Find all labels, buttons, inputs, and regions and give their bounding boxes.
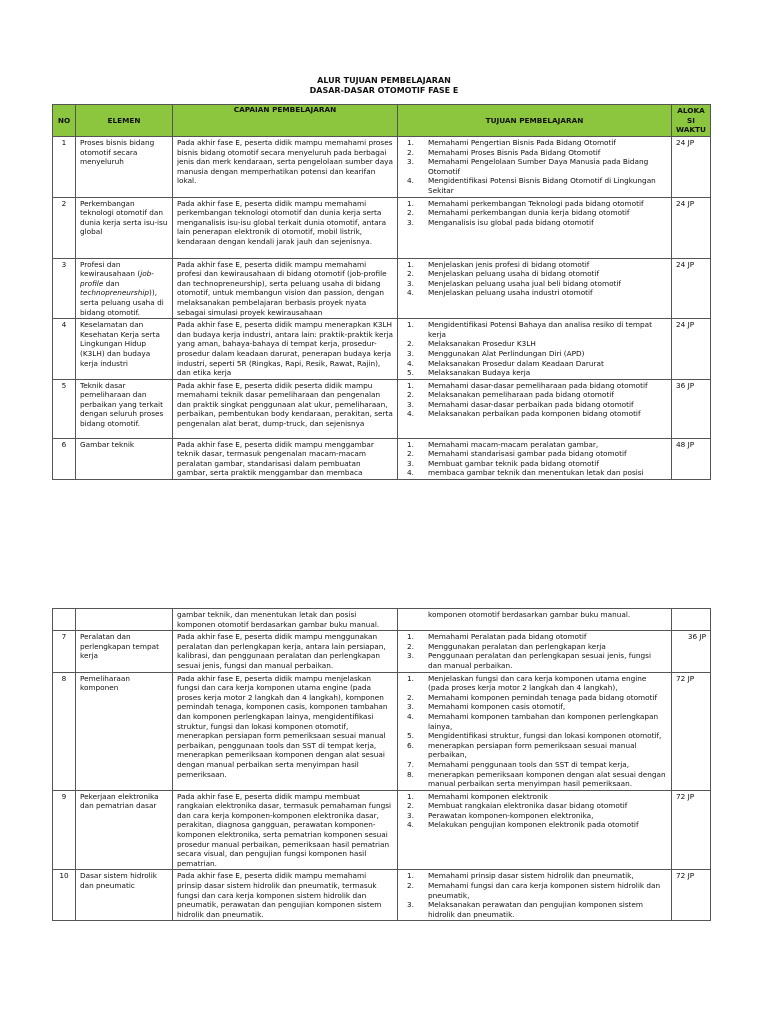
table-row <box>53 790 711 870</box>
table-row <box>53 672 711 790</box>
list-item: 4. membaca gambar teknik dan menentukan letak dan posisi <box>407 468 644 478</box>
document-subtitle: DASAR-DASAR OTOMOTIF FASE E <box>309 86 459 95</box>
list-item: 2. Melaksanakan pemeliharaan pada bidang otomotif <box>407 390 614 400</box>
list-item: 3. Menjelaskan peluang usaha jual beli bidang otomotif <box>407 278 621 288</box>
row-waktu: 24 JP <box>672 137 711 198</box>
row-elemen: Dasar sistem hidrolik dan pneumatic <box>76 870 173 921</box>
list-item: 1. Memahami Peralatan pada bidang otomotif <box>407 632 587 642</box>
row-elemen: Teknik dasar pemeliharaan dan perbaikan yang terkait dengan seluruh proses bidang otomotif. <box>76 379 173 438</box>
document-title: ALUR TUJUAN PEMBELAJARAN <box>317 76 451 85</box>
row-tujuan <box>398 438 672 479</box>
row-waktu: 24 JP <box>672 319 711 380</box>
list-item: 2. Memahami fungsi dan cara kerja komponen sistem hidrolik dan pneumatik, <box>407 881 661 900</box>
row-waktu: 24 JP <box>672 197 711 258</box>
row-capaian: Pada akhir fase E, peserta didik peserta didik mampu memahami teknik dasar pemeliharaan dan pengenalan dan praktik singkat penggunaan alat ukur, pemeliharaan, perbaikan, pembentukan body kendaraan, perakitan, serta pengenalan alat berat, dump-truck, dan sejenisnya <box>173 379 398 438</box>
list-item: 3. Menggunakan Alat Perlindungan Diri (APD) <box>407 348 585 358</box>
header-alokasi: ALOKA SI WAKTU <box>672 105 711 137</box>
list-item: 1. Menjelaskan jenis profesi di bidang otomotif <box>407 259 590 269</box>
list-item: 3. Menganalisis isu global pada bidang otomotif <box>407 217 594 227</box>
list-item: 6. menerapkan persiapan form pemeriksaan sesuai manual perbaikan, <box>407 740 637 760</box>
row-tujuan: komponen otomotif berdasarkan gambar buku manual. <box>398 609 672 631</box>
list-item: 1. Memahami Pengertian Bisnis Pada Bidang Otomotif <box>407 138 616 147</box>
list-item: 5. Melaksanakan Budaya kerja <box>407 368 531 378</box>
list-item: 4. Memahami komponen tambahan dan komponen perlengkapan lainya, <box>407 711 659 731</box>
row-tujuan <box>398 137 672 198</box>
row-elemen: Peralatan dan perlengkapan tempat kerja <box>76 631 173 672</box>
row-waktu: 72 JP <box>672 672 711 790</box>
row-elemen: Gambar teknik <box>76 438 173 479</box>
list-item: 4. Melakukan pengujian komponen elektronik pada otomotif <box>407 820 639 830</box>
row-elemen: Perkembangan teknologi otomotif dan dunia kerja serta isu-isu global <box>76 197 173 258</box>
row-no: 1 <box>53 137 76 198</box>
list-item: 3. Penggunaan peralatan dan perlengkapan sesuai jenis, fungsi dan manual perbaikan. <box>407 651 652 670</box>
row-elemen: Keselamatan dan Kesehatan Kerja serta Lingkungan Hidup (K3LH) dan budaya kerja industri <box>76 319 173 380</box>
list-item: 2. Menggunakan peralatan dan perlengkapan kerja <box>407 641 606 651</box>
row-tujuan <box>398 790 672 870</box>
list-item: 1. Memahami perkembangan Teknologi pada bidang otomotif <box>407 198 644 208</box>
header-capaian: CAPAIAN PEMBELAJARAN <box>173 105 398 137</box>
row-no: 7 <box>53 631 76 672</box>
row-no: 3 <box>53 258 76 319</box>
row-capaian: Pada akhir fase E, peserta didik mampu memahami proses bisnis bidang otomotif secara menyeluruh pada berbagai jenis dan merk kendaraan, serta pengelolaan sumber daya manusia dengan memperhatikan potensi dan kearifan lokal. <box>173 137 398 198</box>
header-no: NO <box>53 105 76 137</box>
table-row <box>53 197 711 258</box>
row-elemen: Pekerjaan elektronika dan pematrian dasar <box>76 790 173 870</box>
row-capaian: Pada akhir fase E, peserta didik mampu menggambar teknik dasar, termasuk pengenalan macam-macam peralatan gambar, standarisasi dalam pembuatan gambar, serta praktik menggambar dan membaca <box>173 438 398 479</box>
row-waktu: 36 JP <box>672 631 711 672</box>
row-tujuan <box>398 631 672 672</box>
row-elemen: Profesi dan kewirausahaan (job-profile dan technopreneurship)), serta peluang usaha di bidang otomotif. <box>76 258 173 319</box>
row-no: 4 <box>53 319 76 380</box>
list-item: 2. Membuat rangkaian elektronika dasar bidang otomotif <box>407 801 628 811</box>
row-tujuan <box>398 319 672 380</box>
row-capaian: Pada akhir fase E, peserta didik mampu menjelaskan fungsi dan cara kerja komponen utama engine (pada proses kerja motor 2 langkah dan 4 langkah), komponen pemindah tenaga, komponen casis, komponen tambahan dan komponen perlengkapan lainya, mengidentifikasi struktur, fungsi dan lokasi komponen otomotif, menerapkan persiapan form pemeriksaan sesuai manual perbaikan, penggunaan tools dan SST di tempat kerja, menerapkan pemeriksaan komponen dengan alat sesuai dengan manual perbaikan serta menyimpan hasil pemeriksaan. <box>173 672 398 790</box>
list-item: 1. Mengidentifikasi Potensi Bahaya dan analisa resiko di tempat kerja <box>407 320 652 339</box>
page-break-gap <box>0 500 768 605</box>
list-item: 1. Memahami prinsip dasar sistem hidrolik dan pneumatik, <box>407 871 634 881</box>
row-capaian: Pada akhir fase E, peserta didik mampu membuat rangkaian elektronika dasar, termasuk pemahaman fungsi dan cara kerja komponen-komponen elektronika dasar, perakitan, diagnosa gangguan, perawatan komponen-komponen elektronika, serta pematrian komponen sesuai prosedur manual perbaikan, pemeriksaan hasil pematrian secara visual, dan pengujian fungsi komponen hasil pematrian. <box>173 790 398 870</box>
list-item: 3. Memahami komponen casis otomotif, <box>407 702 566 712</box>
list-item: 4. Mengidentifikasi Potensi Bisnis Bidang Otomotif di Lingkungan Sekitar <box>407 176 656 195</box>
list-item: 2. Memahami standarisasi gambar pada bidang otomotif <box>407 449 627 459</box>
list-item: 1. Memahami macam-macam peralatan gambar, <box>407 439 599 449</box>
row-capaian: Pada akhir fase E, peserta didik mampu memahami perkembangan teknologi otomotif dan dunia kerja serta menganalisis isu-isu global terkait dunia otomotif, antara lain penerapan elektronik di otomotif, mobil listrik, kendaraan dengan kendali jarak jauh dan sejenisnya. <box>173 197 398 258</box>
list-item: 3. Membuat gambar teknik pada bidang otomotif <box>407 458 599 468</box>
row-no: 2 <box>53 197 76 258</box>
atp-table-page1 <box>52 104 711 480</box>
list-item: 2. Menjelaskan peluang usaha di bidang otomotif <box>407 269 600 279</box>
row-tujuan <box>398 258 672 319</box>
row-no: 8 <box>53 672 76 790</box>
table-row <box>53 438 711 479</box>
row-tujuan <box>398 197 672 258</box>
row-waktu: 72 JP <box>672 870 711 921</box>
row-waktu: 72 JP <box>672 790 711 870</box>
row-capaian: Pada akhir fase E, peserta didik mampu memahami prinsip dasar sistem hidrolik dan pneumatik, termasuk fungsi dan cara kerja komponen sistem hidrolik dan pneumatik, perawatan dan pengujian komponen sistem hidrolik dan pneumatik. <box>173 870 398 921</box>
list-item: 2. Memahami perkembangan dunia kerja bidang otomotif <box>407 208 630 218</box>
row-tujuan <box>398 672 672 790</box>
table-row <box>53 870 711 921</box>
row-elemen: Pemeliharaan komponen <box>76 672 173 790</box>
row-waktu: 36 JP <box>672 379 711 438</box>
list-item: 2. Memahami komponen pemindah tenaga pada bidang otomotif <box>407 692 658 702</box>
list-item: 3. Memahami Pengelolaan Sumber Daya Manusia pada Bidang Otomotif <box>407 157 649 176</box>
list-item: 1. Menjelaskan fungsi dan cara kerja komponen utama engine (pada proses kerja motor 2 langkah dan 4 langkah), <box>407 673 647 693</box>
list-item: 4. Melaksanakan perbaikan pada komponen bidang otomotif <box>407 409 641 419</box>
row-no: 6 <box>53 438 76 479</box>
list-item: 4. Menjelaskan peluang usaha industri otomotif <box>407 288 593 298</box>
list-item: 3. Memahami dasar-dasar perbaikan pada bidang otomotif <box>407 399 634 409</box>
list-item: 2. Melaksanakan Prosedur K3LH <box>407 339 536 349</box>
row-capaian: Pada akhir fase E, peserta didik mampu menggunakan peralatan dan perlengkapan kerja, antara lain persiapan, kalibrasi, dan penggunaan peralatan dan perlengkapan sesuai jenis, fungsi dan manual perbaikan. <box>173 631 398 672</box>
table-row <box>53 258 711 319</box>
row-waktu: 24 JP <box>672 258 711 319</box>
row-elemen: Proses bisnis bidang otomotif secara menyeluruh <box>76 137 173 198</box>
row-capaian: gambar teknik, dan menentukan letak dan posisi komponen otomotif berdasarkan gambar buku manual. <box>173 609 398 631</box>
list-item: 3. Perawatan komponen-komponen elektronika, <box>407 810 594 820</box>
list-item: 3. Melaksanakan perawatan dan pengujian komponen sistem hidrolik dan pneumatik. <box>407 900 644 919</box>
list-item: 1. Memahami komponen elektronik <box>407 791 548 801</box>
table-row-continuation <box>53 609 711 631</box>
row-waktu: 48 JP <box>672 438 711 479</box>
table-row <box>53 137 711 198</box>
table-row <box>53 319 711 380</box>
row-no: 10 <box>53 870 76 921</box>
row-capaian: Pada akhir fase E, peserta didik mampu memahami profesi dan kewirausahaan di bidang otomotif (job-profile dan technopreneurship), serta peluang usaha di bidang otomotif, untuk membangun vision dan passion, dengan melaksanakan pembelajaran berbasis proyek nyata sebagai simulasi proyek kewirausahaan <box>173 258 398 319</box>
list-item: 7. Memahami penggunaan tools dan SST di tempat kerja, <box>407 759 630 769</box>
atp-table-page2 <box>52 608 711 921</box>
list-item: 2. Memahami Proses Bisnis Pada Bidang Otomotif <box>407 147 601 157</box>
table-row <box>53 379 711 438</box>
list-item: 5. Mengidentifikasi struktur, fungsi dan lokasi komponen otomotif, <box>407 731 662 741</box>
list-item: 4. Melaksanakan Prosedur dalam Keadaan Darurat <box>407 358 604 368</box>
header-elemen: ELEMEN <box>76 105 173 137</box>
row-tujuan <box>398 870 672 921</box>
row-no: 9 <box>53 790 76 870</box>
row-capaian: Pada akhir fase E, peserta didik mampu menerapkan K3LH dan budaya kerja industri, antara lain: praktik-praktik kerja yang aman, bahaya-bahaya di tempat kerja, prosedur-prosedur dalam keadaan darurat, penerapan budaya kerja industri, seperti 5R (Ringkas, Rapi, Resik, Rawat, Rajin), dan etika kerja <box>173 319 398 380</box>
row-tujuan <box>398 379 672 438</box>
header-tujuan: TUJUAN PEMBELAJARAN <box>398 105 672 137</box>
table-row <box>53 631 711 672</box>
list-item: 8. menerapkan pemeriksaan komponen dengan alat sesuai dengan manual perbaikan serta menyimpan hasil pemeriksaan. <box>407 769 666 789</box>
row-no: 5 <box>53 379 76 438</box>
list-item: 1. Memahami dasar-dasar pemeliharaan pada bidang otomotif <box>407 380 648 390</box>
